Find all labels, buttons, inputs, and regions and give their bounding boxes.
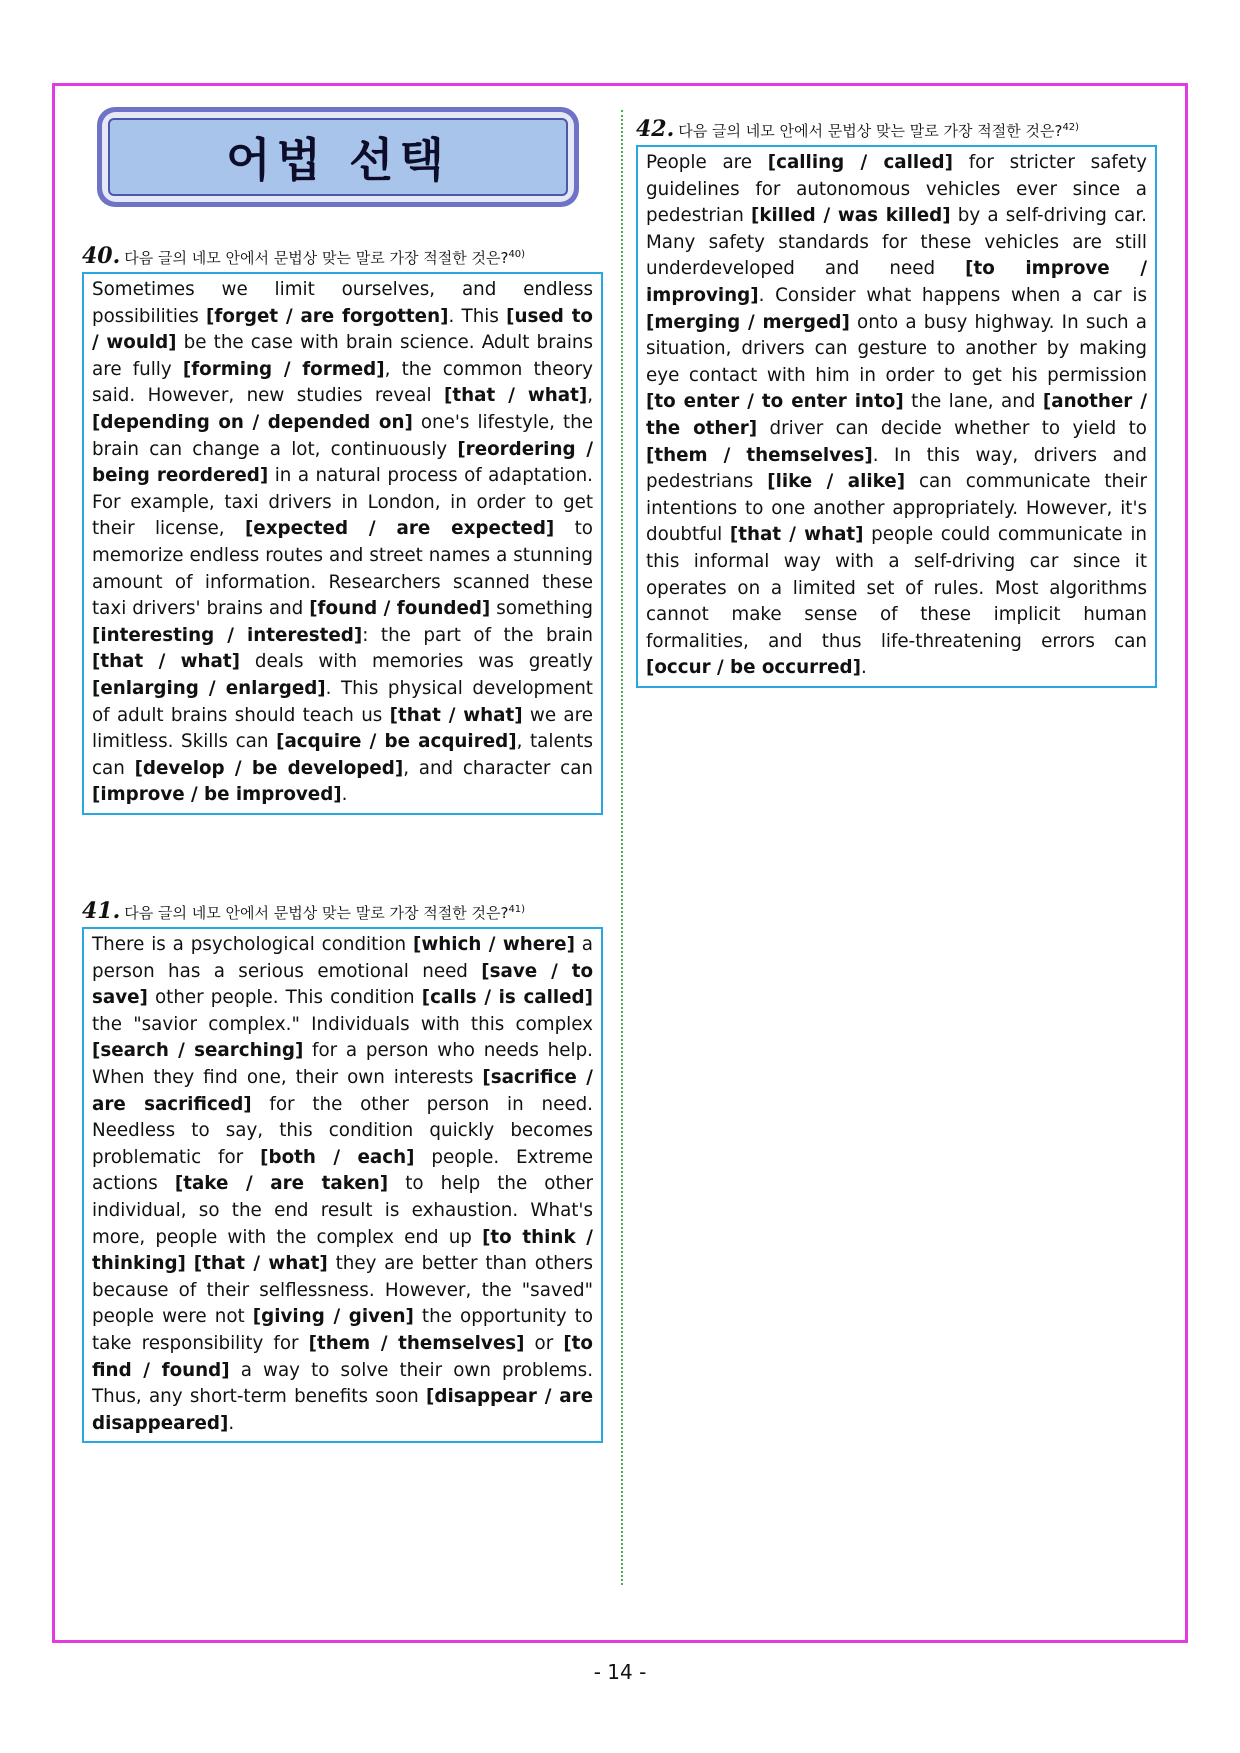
choice-bracket: [develop / be developed]	[134, 757, 404, 779]
question-42-header	[636, 116, 1079, 142]
passage-text	[186, 1253, 194, 1274]
passage-text: . This physical development of adult brains should teach us	[92, 677, 593, 726]
choice-bracket: [that / what]	[444, 385, 588, 407]
choice-bracket: [sacrifice / are sacrificed]	[92, 1066, 593, 1115]
choice-bracket: [occur / be occurred]	[646, 657, 861, 679]
passage-text: . Consider what happens when a car is	[758, 284, 1147, 306]
passage-text: , the common theory said. However, new studies reveal	[92, 358, 593, 407]
passage-text: other people. This condition	[147, 987, 422, 1009]
choice-bracket: [killed / was killed]	[750, 205, 951, 227]
choice-bracket: [calling / called]	[767, 152, 953, 173]
passage-text: the opportunity to take responsibility for	[92, 1306, 594, 1354]
section-title: 어법 선택	[108, 118, 568, 196]
choice-bracket: [save / to save]	[92, 960, 594, 1009]
question-prompt: 다음 글의 네모 안에서 문법상 맞는 말로 가장 적절한 것은?	[124, 904, 509, 922]
question-41-passage	[82, 927, 603, 1443]
choice-bracket: [calls / is called]	[421, 987, 593, 1009]
passage-text: : the part of the brain	[362, 624, 593, 646]
passage-text: , talents can	[92, 731, 593, 779]
choice-bracket: [another / the other]	[646, 391, 1147, 439]
choice-bracket: [merging / merged]	[646, 311, 850, 333]
title-badge-frame	[102, 112, 574, 202]
passage-text: There is a psychological condition	[92, 934, 413, 955]
passage-text: or	[524, 1332, 564, 1354]
choice-bracket: [search / searching]	[92, 1040, 304, 1062]
question-prompt: 다음 글의 네모 안에서 문법상 맞는 말로 가장 적절한 것은?	[678, 122, 1063, 140]
choice-bracket: [improve / be improved]	[92, 784, 342, 806]
choice-bracket: [forget / are forgotten]	[206, 305, 449, 327]
passage-text: the "savior complex." Individuals with this complex	[92, 1013, 593, 1035]
choice-bracket: [them / themselves]	[646, 444, 873, 466]
passage-text: People are	[646, 152, 768, 173]
passage-text: people. Extreme actions	[92, 1146, 594, 1195]
choice-bracket: [found / founded]	[309, 598, 491, 620]
page-number: - 14 -	[593, 1660, 647, 1684]
choice-bracket: [giving / given]	[252, 1306, 414, 1328]
passage-text: .	[861, 657, 867, 679]
passage-text: driver can decide whether to yield to	[757, 417, 1147, 439]
question-number: 41.	[82, 898, 121, 924]
passage-text: in a natural process of adaptation. For example, taxi drivers in London, in order to get their license,	[92, 465, 593, 540]
choice-bracket: [that / what]	[193, 1253, 328, 1275]
passage-text: , and character can	[403, 757, 593, 779]
choice-bracket: [that / what]	[92, 651, 240, 673]
column-divider	[621, 110, 623, 1585]
choice-bracket: [that / what]	[729, 524, 864, 546]
choice-bracket: [that / what]	[389, 704, 523, 726]
passage-text: to memorize endless routes and street names a stunning amount of information. Researchers scanned these taxi drivers' brains and	[92, 518, 593, 620]
question-number: 42.	[636, 116, 675, 142]
section-title-badge	[97, 107, 579, 207]
passage-text: something	[490, 598, 593, 620]
passage-text: be the case with brain science. Adult brains are fully	[92, 332, 594, 380]
choice-bracket: [depending on / depended on]	[92, 411, 413, 433]
choice-bracket: [to improve / improving]	[646, 258, 1147, 306]
question-number: 40.	[82, 243, 121, 269]
passage-text: the lane, and	[903, 391, 1043, 413]
question-prompt: 다음 글의 네모 안에서 문법상 맞는 말로 가장 적절한 것은?	[124, 249, 509, 267]
question-41-header	[82, 898, 525, 924]
choice-bracket: [to find / found]	[92, 1332, 593, 1381]
passage-text: ,	[587, 385, 593, 407]
choice-bracket: [them / themselves]	[308, 1332, 525, 1354]
passage-text: . In this way, drivers and pedestrians	[646, 444, 1148, 493]
passage-text: deals with memories was greatly	[240, 651, 593, 673]
choice-bracket: [like / alike]	[767, 471, 906, 493]
passage-text: one's lifestyle, the brain can change a lot, continuously	[92, 411, 593, 460]
passage-text: to help the other individual, so the end result is exhaustion. What's more, people with the complex end up	[92, 1173, 594, 1248]
choice-bracket: [which / where]	[413, 934, 575, 955]
passage-text: .	[341, 784, 348, 806]
passage-text: .	[228, 1412, 235, 1434]
passage-text: can communicate their intentions to one another appropriately. However, it's doubtful	[646, 471, 1147, 546]
passage-text: they are better than others because of their selflessness. However, the "saved" people were not	[92, 1253, 593, 1328]
choice-bracket: [acquire / be acquired]	[276, 731, 517, 753]
choice-bracket: [forming / formed]	[182, 358, 385, 380]
passage-text: . This	[448, 305, 507, 327]
question-42-passage	[636, 145, 1157, 688]
choice-bracket: [expected / are expected]	[244, 518, 555, 540]
choice-bracket: [used to / would]	[92, 305, 593, 354]
passage-text: onto a busy highway. In such a situation, drivers can gesture to another by making eye contact with him in order to get his permission	[646, 311, 1147, 386]
passage-text: Sometimes we limit ourselves, and endless possibilities	[92, 279, 593, 327]
passage-text: by a self-driving car. Many safety standards for these vehicles are still underdeveloped and need	[646, 205, 1147, 280]
passage-text: a person has a serious emotional need	[92, 934, 593, 982]
choice-bracket: [take / are taken]	[174, 1173, 389, 1195]
choice-bracket: [enlarging / enlarged]	[92, 677, 326, 699]
passage-text: for stricter safety guidelines for autonomous vehicles ever since a pedestrian	[646, 152, 1147, 227]
choice-bracket: [to think / thinking]	[92, 1226, 593, 1275]
footnote-marker: 40)	[508, 249, 526, 260]
choice-bracket: [both / each]	[260, 1146, 415, 1168]
passage-text: a way to solve their own problems. Thus, any short-term benefits soon	[92, 1359, 593, 1408]
passage-text: we are limitless. Skills can	[92, 704, 593, 753]
passage-text: for the other person in need. Needless to say, this condition quickly becomes problematic for	[92, 1093, 593, 1168]
choice-bracket: [reordering / being reordered]	[92, 438, 593, 487]
passage-text: for a person who needs help. When they find one, their own interests	[92, 1040, 593, 1088]
choice-bracket: [to enter / to enter into]	[646, 391, 904, 413]
footnote-marker: 41)	[508, 904, 526, 915]
choice-bracket: [disappear / are disappeared]	[92, 1386, 593, 1434]
footnote-marker: 42)	[1062, 122, 1080, 133]
choice-bracket: [interesting / interested]	[92, 624, 363, 646]
passage-text: people could communicate in this informal way with a self-driving car since it operates on a limited set of rules. Most algorithms cannot make sense of these implicit human formalities, and thus life-threatening errors can	[646, 524, 1147, 652]
question-40-passage	[82, 272, 603, 815]
question-40-header	[82, 243, 525, 269]
